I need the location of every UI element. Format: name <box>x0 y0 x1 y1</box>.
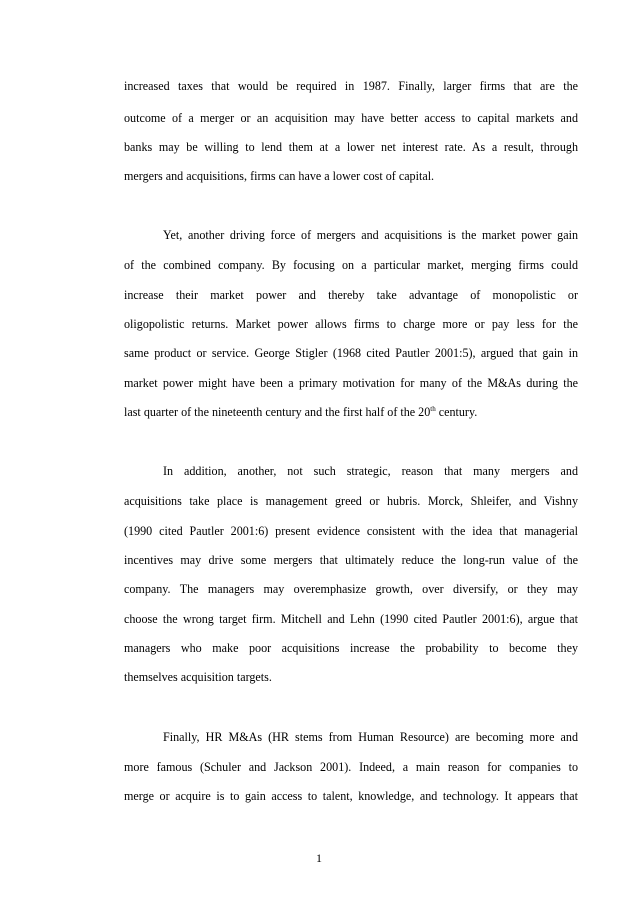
text-line: (1990 cited Pautler 2001:6) present evidence consistent with the idea that managerial <box>124 524 578 538</box>
text-line: mergers and acquisitions, firms can have a lower cost of capital. <box>124 169 435 183</box>
text-line: increase their market power and thereby take advantage of monopolistic or <box>124 288 578 302</box>
text-line: outcome of a merger or an acquisition may have better access to capital markets and <box>124 111 578 125</box>
text-segment: last quarter of the nineteenth century and the first half of the 20 <box>124 405 431 419</box>
text-line: Finally, HR M&As (HR stems from Human Resource) are becoming more and <box>163 730 578 744</box>
text-line: oligopolistic returns. Market power allows firms to charge more or pay less for the <box>124 317 578 331</box>
text-line: In addition, another, not such strategic, reason that many mergers and <box>163 464 578 478</box>
text-line: acquisitions take place is management greed or hubris. Morck, Shleifer, and Vishny <box>124 494 578 508</box>
text-line: incentives may drive some mergers that ultimately reduce the long-run value of the <box>124 553 578 567</box>
page-number: 1 <box>316 851 322 865</box>
text-line: merge or acquire is to gain access to talent, knowledge, and technology. It appears that <box>124 789 578 803</box>
text-line: managers who make poor acquisitions increase the probability to become they <box>124 641 578 655</box>
text-line: themselves acquisition targets. <box>124 670 272 684</box>
text-line: Yet, another driving force of mergers and acquisitions is the market power gain <box>163 228 578 242</box>
superscript: th <box>430 405 436 413</box>
text-line: more famous (Schuler and Jackson 2001). Indeed, a main reason for companies to <box>124 760 578 774</box>
text-line <box>124 405 578 419</box>
text-line: market power might have been a primary motivation for many of the M&As during the <box>124 376 578 390</box>
text-line: company. The managers may overemphasize growth, over diversify, or they may <box>124 582 578 596</box>
text-line: choose the wrong target firm. Mitchell and Lehn (1990 cited Pautler 2001:6), argue that <box>124 612 578 626</box>
text-line: same product or service. George Stigler (1968 cited Pautler 2001:5), argued that gain in <box>124 346 578 360</box>
text-segment: century. <box>435 405 478 419</box>
text-line: increased taxes that would be required in 1987. Finally, larger firms that are the <box>124 79 578 93</box>
text-line: banks may be willing to lend them at a lower net interest rate. As a result, through <box>124 140 578 154</box>
text-line: of the combined company. By focusing on a particular market, merging firms could <box>124 258 578 272</box>
